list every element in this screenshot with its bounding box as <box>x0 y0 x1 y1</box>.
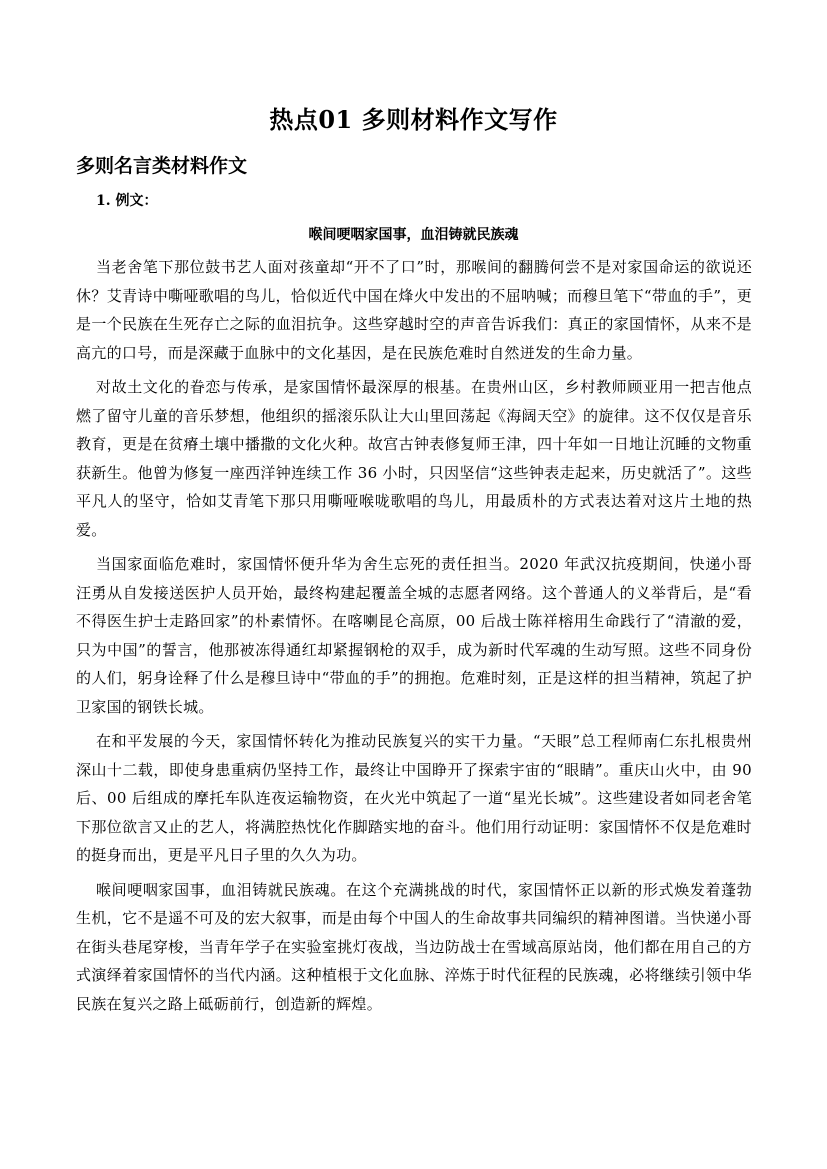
essay-paragraph: 喉间哽咽家国事，血泪铸就民族魂。在这个充满挑战的时代，家国情怀正以新的形式焕发着蓬勃生机，它不是遥不可及的宏大叙事，而是由每个中国人的生命故事共同编织的精神图谱。当快递小哥在街头巷尾穿梭，当青年学子在实验室挑灯夜战，当边防战士在雪域高原站岗，他们都在用自己的方式演绎着家国情怀的当代内涵。这种植根于文化血脉、淬炼于时代征程的民族魂，必将继续引领中华民族在复兴之路上砥砺前行，创造新的辉煌。 <box>76 880 752 1013</box>
essay-paragraph: 当老舍笔下那位鼓书艺人面对孩童却“开不了口”时，那喉间的翻腾何尝不是对家国命运的欲说还休？艾青诗中嘶哑歌唱的鸟儿，恰似近代中国在烽火中发出的不屈呐喊；而穆旦笔下“带血的手”，更是一个民族在生死存亡之际的血泪抗争。这些穿越时空的声音告诉我们：真正的家国情怀，从来不是高亢的口号，而是深藏于血脉中的文化基因，是在民族危难时自然迸发的生命力量。 <box>76 258 752 362</box>
essay-paragraph: 在和平发展的今天，家国情怀转化为推动民族复兴的实干力量。“天眼”总工程师南仁东扎根贵州深山十二载，即使身患重病仍坚持工作，最终让中国睁开了探索宇宙的“眼睛”。重庆山火中，由 90 后、00 后组成的摩托车队连夜运输物资，在火光中筑起了一道“星光长城”。这些建设者如同老舍笔下那位欲言又止的艺人，将满腔热忱化作脚踏实地的奋斗。他们用行动证明：家国情怀不仅是危难时的挺身而出，更是平凡日子里的久久为功。 <box>76 732 752 864</box>
section-heading: 多则名言类材料作文 <box>76 155 248 177</box>
example-label: 1. 例文： <box>96 193 158 209</box>
essay-title: 喉间哽咽家国事，血泪铸就民族魂 <box>308 227 519 243</box>
document-title: 热点01 多则材料作文写作 <box>269 105 558 134</box>
essay-paragraph: 当国家面临危难时，家国情怀便升华为舍生忘死的责任担当。2020 年武汉抗疫期间，快递小哥汪勇从自发接送医护人员开始，最终构建起覆盖全城的志愿者网络。这个普通人的义举背后，是“看不得医生护士走路回家”的朴素情怀。在喀喇昆仑高原，00 后战士陈祥榕用生命践行了“清澈的爱，只为中国”的誓言，他那被冻得通红却紧握钢枪的双手，成为新时代军魂的生动写照。这些不同身份的人们，躬身诠释了什么是穆旦诗中“带血的手”的拥抱。危难时刻，正是这样的担当精神，筑起了护卫家国的钢铁长城。 <box>76 555 752 716</box>
essay-paragraph: 对故土文化的眷恋与传承，是家国情怀最深厚的根基。在贵州山区，乡村教师顾亚用一把吉他点燃了留守儿童的音乐梦想，他组织的摇滚乐队让大山里回荡起《海阔天空》的旋律。这不仅仅是音乐教育，更是在贫瘠土壤中播撒的文化火种。故宫古钟表修复师王津，四十年如一日地让沉睡的文物重获新生。他曾为修复一座西洋钟连续工作 36 小时，只因坚信“这些钟表走起来，历史就活了”。这些平凡人的坚守，恰如艾青笔下那只用嘶哑喉咙歌唱的鸟儿，用最质朴的方式表达着对这片土地的热爱。 <box>76 378 752 539</box>
essay-body <box>76 253 752 1024</box>
